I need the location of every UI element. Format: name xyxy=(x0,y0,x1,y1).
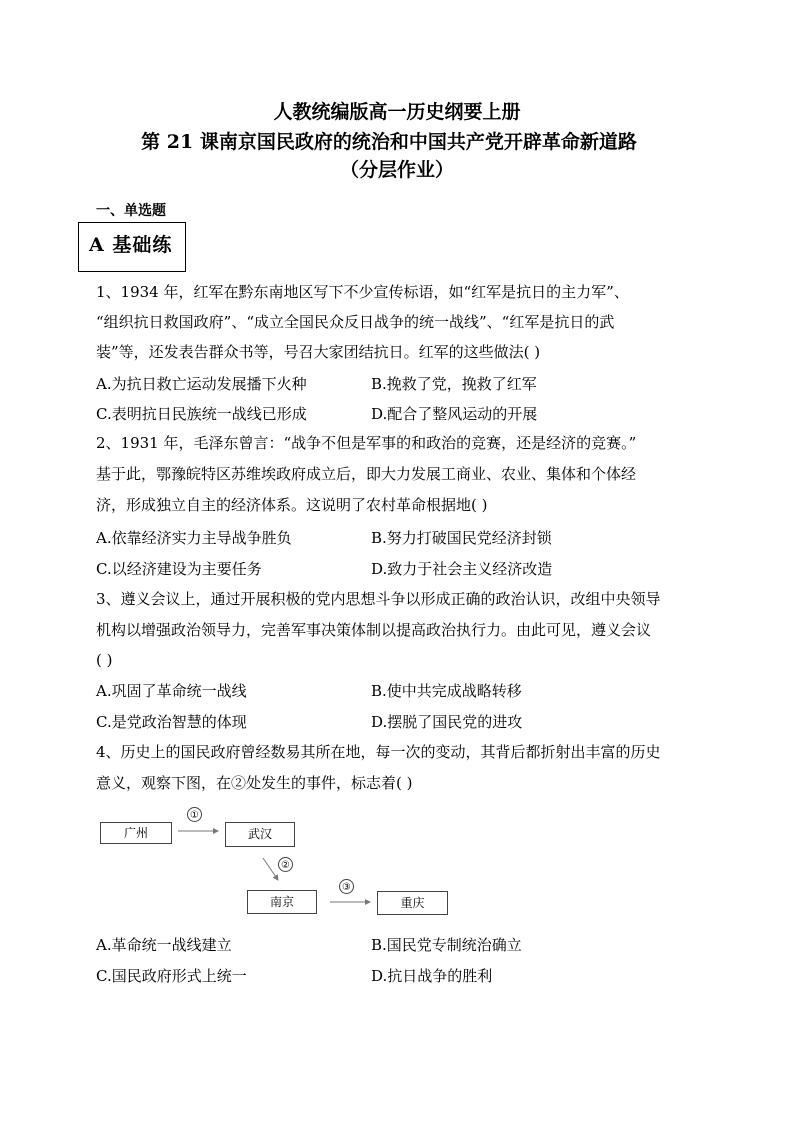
q2-option-b[interactable]: B.努力打破国民党经济封锁 xyxy=(371,529,552,547)
q3-option-c[interactable]: C.是党政治智慧的体现 xyxy=(96,713,247,731)
q4-option-d[interactable]: D.抗日战争的胜利 xyxy=(371,967,493,985)
q2-option-c[interactable]: C.以经济建设为主要任务 xyxy=(96,560,262,578)
relocation-diagram xyxy=(90,800,470,930)
marker-2: ② xyxy=(278,857,293,872)
q4-option-c[interactable]: C.国民政府形式上统一 xyxy=(96,967,247,985)
title-line-2: 第 21 课南京国民政府的统治和中国共产党开辟革命新道路 xyxy=(141,131,637,153)
q2-option-d[interactable]: D.致力于社会主义经济改造 xyxy=(371,560,553,578)
level-badge-label: A 基础练 xyxy=(89,234,173,256)
node-nanjing: 南京 xyxy=(247,890,317,914)
q4-option-b[interactable]: B.国民党专制统治确立 xyxy=(371,936,522,954)
arrow-2 xyxy=(263,858,278,880)
section-heading: 一、单选题 xyxy=(96,203,166,219)
q1-option-a[interactable]: A.为抗日救亡运动发展播下火种 xyxy=(96,375,307,393)
q3-option-d[interactable]: D.摆脱了国民党的进攻 xyxy=(371,713,523,731)
q1-line-2: “组织抗日救国政府”、“成立全国民众反日战争的统一战线”、“红军是抗日的武 xyxy=(96,313,615,331)
q4-line-2: 意义，观察下图，在②处发生的事件，标志着( ) xyxy=(96,774,413,792)
marker-3: ③ xyxy=(339,879,354,894)
q4-option-a[interactable]: A.革命统一战线建立 xyxy=(96,936,232,954)
q4-line-1: 4、历史上的国民政府曾经数易其所在地，每一次的变动，其背后都折射出丰富的历史 xyxy=(96,743,661,761)
level-badge xyxy=(78,222,186,272)
q1-option-d[interactable]: D.配合了整风运动的开展 xyxy=(371,405,538,423)
q3-option-b[interactable]: B.使中共完成战略转移 xyxy=(371,682,522,700)
marker-1: ① xyxy=(187,807,202,822)
q1-line-1: 1、1934 年，红军在黔东南地区写下不少宣传标语，如“红军是抗日的主力军”、 xyxy=(96,283,629,301)
q1-option-c[interactable]: C.表明抗日民族统一战线已形成 xyxy=(96,405,307,423)
q1-option-b[interactable]: B.挽救了党，挽救了红军 xyxy=(371,375,537,393)
q3-option-a[interactable]: A.巩固了革命统一战线 xyxy=(96,682,247,700)
q2-line-3: 济，形成独立自主的经济体系。这说明了农村革命根据地( ) xyxy=(96,496,488,514)
q3-line-2: 机构以增强政治领导力，完善军事决策体制以提高政治执行力。由此可见，遵义会议 xyxy=(96,621,652,639)
q3-line-1: 3、遵义会议上，通过开展积极的党内思想斗争以形成正确的政治认识，改组中央领导 xyxy=(96,590,661,608)
q3-line-3: ( ) xyxy=(96,651,113,669)
title-line-1: 人教统编版高一历史纲要上册 xyxy=(273,101,521,123)
q2-line-2: 基于此，鄂豫皖特区苏维埃政府成立后，即大力发展工商业、农业、集体和个体经 xyxy=(96,465,637,483)
q1-line-3: 装”等，还发表告群众书等，号召大家团结抗日。红军的这些做法( ) xyxy=(96,343,541,361)
node-guangzhou: 广州 xyxy=(100,822,172,844)
title-line-3: （分层作业） xyxy=(339,159,454,181)
node-chongqing: 重庆 xyxy=(377,891,448,915)
node-wuhan: 武汉 xyxy=(225,822,295,847)
q2-option-a[interactable]: A.依靠经济实力主导战争胜负 xyxy=(96,529,292,547)
q2-line-1: 2、1931 年，毛泽东曾言：“战争不但是军事的和政治的竞赛，还是经济的竞赛。” xyxy=(96,434,637,452)
